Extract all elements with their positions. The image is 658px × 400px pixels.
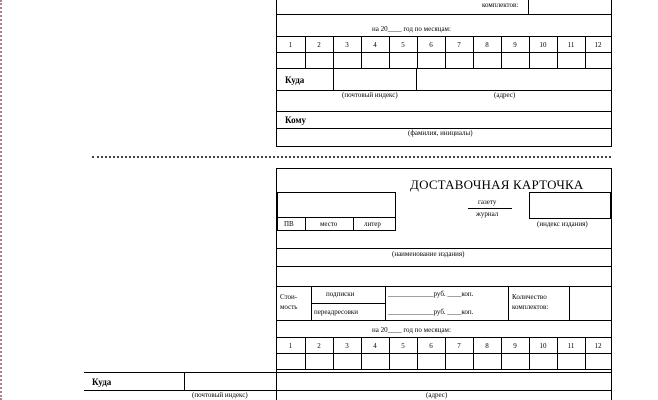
readdressing-label: переадресовки: [314, 308, 359, 316]
newspaper-label: газету: [478, 198, 497, 206]
index-divider: [416, 68, 417, 90]
cost-top-line: [276, 286, 612, 287]
pub-index-box: [529, 192, 611, 219]
month-cell: 3: [345, 342, 349, 350]
journal-label: журнал: [476, 210, 499, 218]
card-months-caption: на 20____ год по месяцам:: [372, 326, 451, 334]
month-cell: 2: [317, 41, 321, 49]
cost-label-2: мость: [280, 303, 298, 311]
cut-line: [92, 156, 611, 158]
fraction-line: [468, 208, 512, 209]
month-cell: 10: [539, 342, 547, 350]
card-address-caption: (адрес): [426, 391, 448, 399]
month-cell: 12: [594, 342, 602, 350]
month-cell: 11: [567, 342, 575, 350]
pub-name-line: [276, 248, 612, 249]
card-index-divider: [184, 372, 185, 390]
whom-label: Кому: [285, 115, 307, 125]
card-where-line: [84, 390, 612, 391]
index-divider: [333, 68, 334, 90]
liter-label: литер: [364, 220, 381, 228]
month-cell: 1: [288, 41, 293, 49]
month-cell: 8: [485, 342, 489, 350]
qty-label: Количество: [512, 293, 547, 301]
month-cell: 5: [401, 342, 405, 350]
cost-label: Стои-: [280, 293, 298, 301]
pub-name-line-2: [276, 266, 612, 267]
kits-label: комплектов:: [482, 1, 519, 9]
right-border: [611, 0, 612, 147]
card-title: ДОСТАВОЧНАЯ КАРТОЧКА: [410, 177, 584, 192]
readdressing-price: _____________руб. ____коп.: [388, 308, 474, 316]
month-cell: 5: [401, 41, 405, 49]
vertical-divider: [276, 0, 277, 147]
month-cell: 7: [457, 342, 461, 350]
month-cell: 7: [457, 41, 461, 49]
card-right-border: [611, 168, 612, 400]
months-caption: на 20____ год по месяцам:: [372, 25, 451, 33]
month-cell: 6: [429, 41, 433, 49]
where-label: Куда: [285, 75, 305, 85]
month-cell: 4: [373, 342, 377, 350]
month-cell: 6: [429, 342, 433, 350]
name-caption: (фамилия, инициалы): [408, 129, 473, 137]
address-caption: (адрес): [494, 91, 516, 99]
kits-row-line: [276, 14, 612, 15]
card-postal-index-caption: (почтовый индекс): [192, 391, 248, 399]
month-cell: 9: [513, 342, 517, 350]
month-cell: 2: [317, 342, 321, 350]
card-top-line: [276, 168, 612, 169]
qty-label-2: комплектов:: [512, 303, 549, 311]
pub-name-caption: (наименование издания): [392, 250, 465, 258]
where-line: [276, 90, 612, 91]
month-cell: 10: [539, 41, 547, 49]
left-cut-edge: [0, 0, 2, 400]
pv-label: ПВ: [284, 220, 294, 228]
postal-index-caption: (почтовый индекс): [342, 91, 398, 99]
card-where-top-line: [84, 372, 612, 373]
month-cell: 8: [485, 41, 489, 49]
subscription-price: _____________руб. ____коп.: [388, 290, 474, 298]
month-cell: 3: [345, 41, 349, 49]
pub-index-caption: (индекс издания): [537, 220, 588, 228]
month-cell: 1: [288, 342, 293, 350]
month-cell: 9: [513, 41, 517, 49]
subscription-label: подписки: [326, 290, 355, 298]
cost-bottom-line: [276, 320, 612, 321]
month-cell: 12: [594, 41, 602, 49]
address-line: [276, 111, 612, 112]
kits-box-left: [528, 0, 529, 14]
month-cell: 4: [373, 41, 377, 49]
place-label: место: [320, 220, 338, 228]
month-cell: 11: [567, 41, 575, 49]
whom-bottom-line: [276, 146, 612, 147]
card-where-label: Куда: [92, 377, 112, 387]
